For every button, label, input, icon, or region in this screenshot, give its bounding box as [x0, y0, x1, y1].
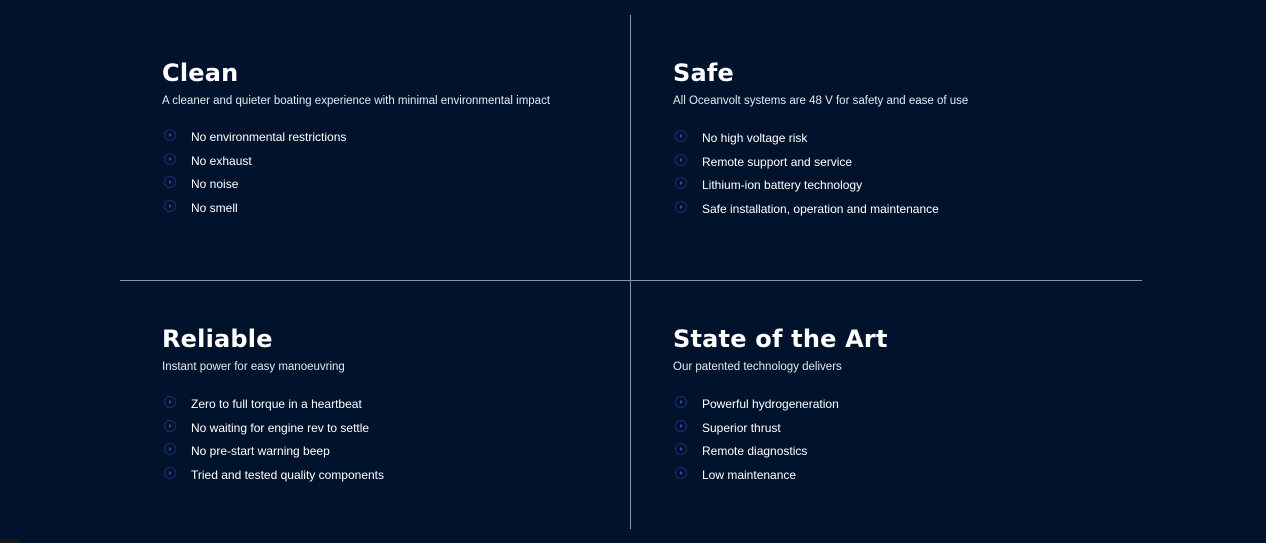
- list-item: [162, 175, 582, 199]
- feature-list: [673, 129, 1093, 223]
- horizontal-divider: [120, 280, 1142, 281]
- feature-card-state-of-the-art: [673, 324, 1093, 489]
- play-circle-icon: [675, 154, 687, 166]
- list-item-label: Safe installation, operation and maintenance: [702, 201, 939, 216]
- list-item: [673, 419, 1093, 443]
- feature-description: All Oceanvolt systems are 48 V for safety and ease of use: [673, 95, 969, 107]
- list-item-label: No high voltage risk: [702, 131, 808, 145]
- feature-list: [162, 128, 582, 222]
- list-item-label: Tried and tested quality components: [191, 467, 385, 482]
- play-circle-icon: [675, 130, 687, 142]
- play-circle-icon: [164, 443, 176, 455]
- list-item: [162, 128, 582, 152]
- feature-title: Clean: [162, 59, 239, 87]
- play-circle-icon: [164, 467, 176, 479]
- list-item: [673, 466, 1093, 490]
- list-item-label: No smell: [191, 200, 238, 215]
- list-item-label: Remote diagnostics: [702, 444, 808, 459]
- list-item-label: Lithium-ion battery technology: [702, 178, 863, 193]
- feature-card-safe: [673, 58, 1093, 223]
- play-circle-icon: [164, 176, 176, 188]
- list-item: [673, 200, 1093, 224]
- feature-card-clean: [162, 58, 582, 222]
- list-item: [162, 199, 582, 223]
- list-item: [162, 419, 582, 443]
- list-item-label: No pre-start warning beep: [191, 444, 330, 459]
- list-item: [673, 176, 1093, 200]
- feature-card-reliable: [162, 324, 582, 489]
- list-item: [673, 153, 1093, 177]
- list-item: [162, 152, 582, 176]
- list-item: [673, 129, 1093, 153]
- play-circle-icon: [675, 467, 687, 479]
- list-item-label: No noise: [191, 177, 239, 192]
- list-item: [162, 395, 582, 419]
- play-circle-icon: [675, 177, 687, 189]
- feature-title: State of the Art: [673, 325, 888, 353]
- list-item: [673, 395, 1093, 419]
- feature-title: Reliable: [162, 325, 273, 353]
- list-item-label: Low maintenance: [702, 467, 797, 482]
- feature-description: Our patented technology delivers: [673, 361, 842, 373]
- feature-list: [162, 395, 582, 489]
- feature-description: A cleaner and quieter boating experience with minimal environmental impact: [162, 95, 551, 107]
- list-item-label: Remote support and service: [702, 154, 853, 169]
- play-circle-icon: [675, 420, 687, 432]
- list-item: [673, 442, 1093, 466]
- play-circle-icon: [675, 396, 687, 408]
- play-circle-icon: [164, 420, 176, 432]
- corner-decoration: [0, 539, 20, 543]
- play-circle-icon: [675, 201, 687, 213]
- play-circle-icon: [675, 443, 687, 455]
- list-item-label: No waiting for engine rev to settle: [191, 420, 370, 435]
- list-item-label: Superior thrust: [702, 420, 781, 435]
- play-circle-icon: [164, 153, 176, 165]
- vertical-divider: [630, 15, 631, 529]
- feature-title: Safe: [673, 59, 734, 87]
- feature-description: Instant power for easy manoeuvring: [162, 361, 345, 373]
- feature-list: [673, 395, 1093, 489]
- list-item: [162, 466, 582, 490]
- list-item: [162, 442, 582, 466]
- play-circle-icon: [164, 129, 176, 141]
- play-circle-icon: [164, 396, 176, 408]
- list-item-label: No exhaust: [191, 153, 252, 168]
- play-circle-icon: [164, 200, 176, 212]
- list-item-label: Zero to full torque in a heartbeat: [191, 397, 362, 411]
- list-item-label: Powerful hydrogeneration: [702, 397, 839, 411]
- list-item-label: No environmental restrictions: [191, 130, 347, 144]
